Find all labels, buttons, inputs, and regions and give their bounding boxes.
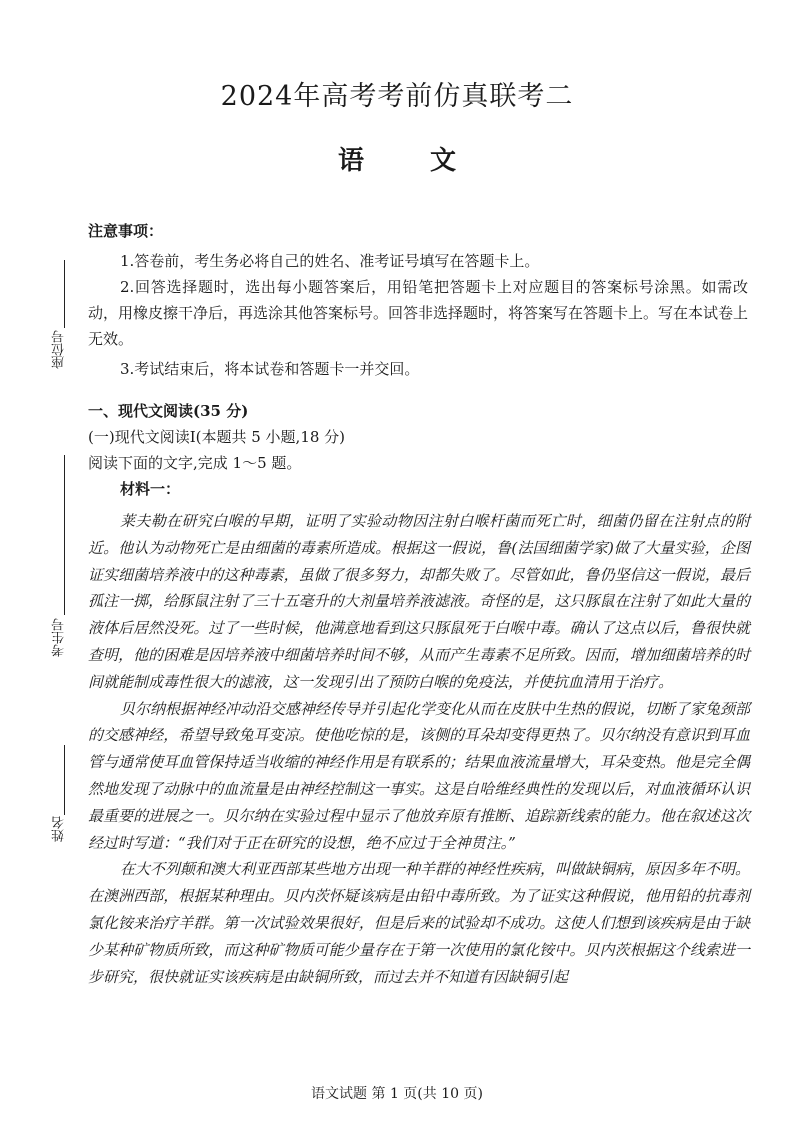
material-label: 材料一： bbox=[120, 480, 181, 498]
subject-title bbox=[0, 140, 794, 177]
passage-paragraph: 在大不列颠和澳大利亚西部某些地方出现一种羊群的神经性疾病，叫做缺铜病，原因多年不明。在澳洲西部，根据某种理由。贝内茨怀疑该病是由铅中毒所致。为了证实这种假说，他用铅的抗毒剂氯化铵来治疗羊群。第一次试验效果很好，但是后来的试验却不成功。这使人们想到该疾病是由于缺少某种矿物质所致，而这种矿物质可能少量存在于第一次使用的氯化铵中。贝内茨根据这个线索进一步研究，很快就证实该疾病是由缺铜所致，而过去并不知道有因缺铜引起 bbox=[88, 860, 751, 986]
seat-number-line bbox=[64, 260, 65, 328]
page-footer: 语文试题 第 1 页(共 10 页) bbox=[311, 1086, 483, 1102]
section-header bbox=[88, 398, 748, 502]
passage-paragraph: 贝尔纳根据神经冲动沿交感神经传导并引起化学变化从而在皮肤中生热的假说，切断了家兔颈部的交感神经，希望导致兔耳变凉。使他吃惊的是，该侧的耳朵却变得更热了。贝尔纳没有意识到耳血管与通常使耳血管保持适当收缩的神经作用是有联系的；结果血液流量增大，耳朵变热。他是完全偶然地发现了动脉中的血流量是由神经控制这一事实。这是自哈维经典性的发现以后，对血液循环认识最重要的进展之一。贝尔纳在实验过程中显示了他放弃原有推断、追踪新线索的能力。他在叙述这次经过时写道：“我们对于正在研究的设想，绝不应过于全神贯注。” bbox=[88, 699, 751, 852]
notice-item: 3.考试结束后，将本试卷和答题卡一并交回。 bbox=[120, 360, 420, 378]
reading-instruction: 阅读下面的文字,完成 1～5 题。 bbox=[88, 454, 302, 472]
notice-item: 1.答卷前，考生务必将自己的姓名、准考证号填写在答题卡上。 bbox=[120, 252, 540, 270]
notice-item: 2.回答选择题时，选出每小题答案后，用铅笔把答题卡上对应题目的答案标号涂黑。如需改动，用橡皮擦干净后，再选涂其他答案标号。回答非选择题时，将答案写在答题卡上。写在本试卷上无效。 bbox=[88, 278, 749, 348]
name-label: 姓名 bbox=[52, 816, 67, 842]
exam-title: 2024年高考考前仿真联考二 bbox=[220, 81, 574, 112]
section-heading: 一、现代文阅读(35 分) bbox=[88, 402, 249, 420]
name-line bbox=[64, 745, 65, 815]
sub-section-heading: (一)现代文阅读Ⅰ(本题共 5 小题,18 分) bbox=[88, 428, 346, 446]
subject-char-2: 文 bbox=[429, 146, 456, 176]
seat-number-label: 座位号 bbox=[52, 330, 67, 369]
candidate-number-label: 考生号 bbox=[52, 618, 67, 657]
subject-char-1: 语 bbox=[337, 146, 364, 176]
passage-paragraph: 莱夫勒在研究白喉的早期，证明了实验动物因注射白喉杆菌而死亡时，细菌仍留在注射点的附近。他认为动物死亡是由细菌的毒素所造成。根据这一假说，鲁(法国细菌学家)做了大量实验，企图证实细菌培养液中的这种毒素，虽做了很多努力，却都失败了。尽管如此，鲁仍坚信这一假说，最后孤注一掷，给豚鼠注射了三十五毫升的大剂量培养液滤液。奇怪的是，这只豚鼠在注射了如此大量的液体后居然没死。过了一些时候，他满意地看到这只豚鼠死于白喉中毒。确认了这点以后，鲁很快就查明，他的困难是因培养液中细菌培养时间不够，从而产生毒素不足所致。因而，增加细菌培养的时间就能制成毒性很大的滤液，这一发现引出了预防白喉的免疫法，并使抗血清用于治疗。 bbox=[88, 512, 750, 691]
notice-section bbox=[88, 218, 748, 382]
notice-heading: 注意事项： bbox=[88, 222, 164, 240]
reading-passage bbox=[88, 508, 750, 990]
candidate-number-line bbox=[64, 455, 65, 615]
